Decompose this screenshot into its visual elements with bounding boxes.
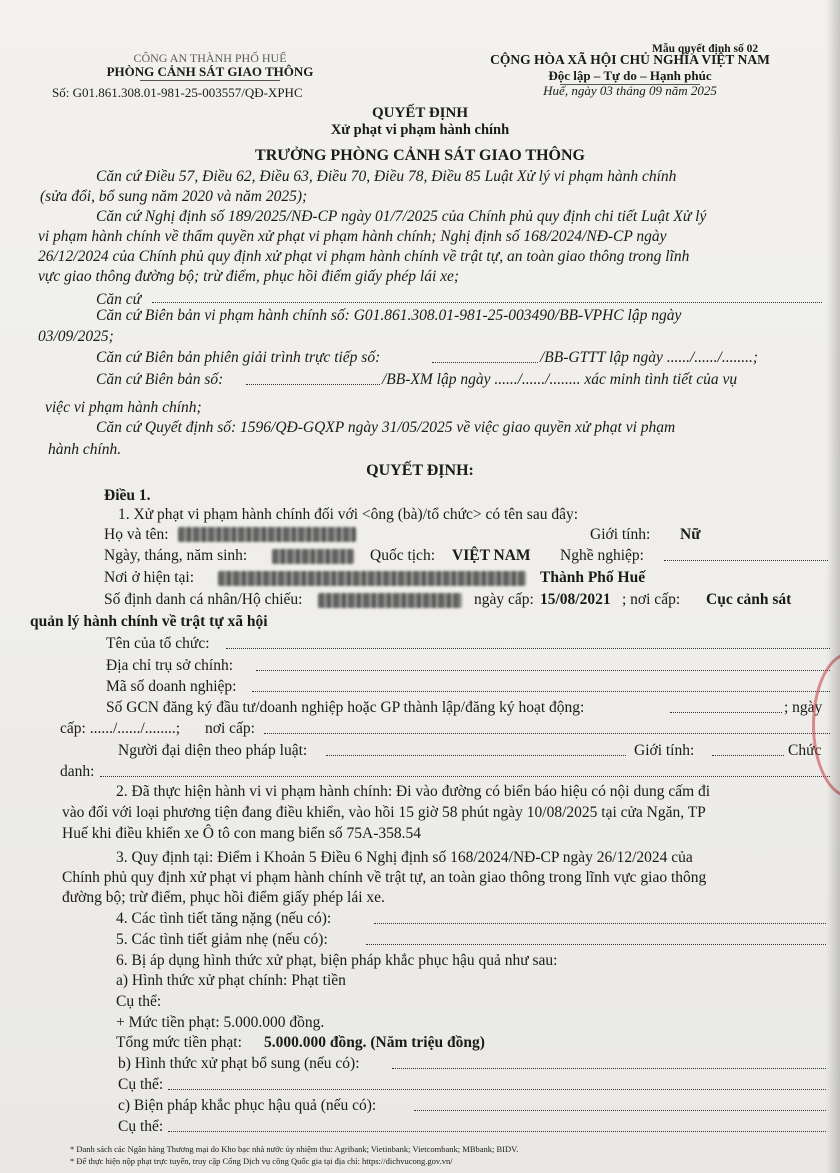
article-1-heading: Điều 1. xyxy=(104,487,151,504)
basis-line-4: vi phạm hành chính về thẩm quyền xử phạt vi phạm hành chính; Nghị định số 168/2024/NĐ-CP ngày xyxy=(38,228,667,245)
article-1-p6: 6. Bị áp dụng hình thức xử phạt, biện pháp khắc phục hậu quả như sau: xyxy=(116,952,558,969)
basis-line-2: (sửa đổi, bổ sung năm 2020 và năm 2025); xyxy=(40,188,308,205)
authority-title: TRƯỞNG PHÒNG CẢNH SÁT GIAO THÔNG xyxy=(255,147,585,164)
xm-blank xyxy=(246,384,380,385)
redacted-name xyxy=(178,527,356,542)
article-1-p3-l1: 3. Quy định tại: Điểm i Khoản 5 Điều 6 Nghị định số 168/2024/NĐ-CP ngày 26/12/2024 của xyxy=(116,849,693,866)
gttt-blank xyxy=(432,362,538,363)
issue-date-value: 15/08/2021 xyxy=(540,591,611,608)
redacted-dob xyxy=(272,549,354,564)
basis-line-6: vực giao thông đường bộ; trừ điểm, phục hồi điểm giấy phép lái xe; xyxy=(38,268,460,285)
gcn-label: Số GCN đăng ký đầu tư/doanh nghiệp hoặc GP thành lập/đăng ký hoạt động: xyxy=(106,699,585,716)
rep-gender-blank xyxy=(712,755,784,756)
rep-title-label-2: danh: xyxy=(60,763,95,780)
basis-line-10b: /BB-GTTT lập ngày ....../....../........; xyxy=(540,349,759,366)
agency-bottom: PHÒNG CẢNH SÁT GIAO THÔNG xyxy=(106,64,314,79)
issue-place-label: ; nơi cấp: xyxy=(622,591,681,608)
issue-date-label: ngày cấp: xyxy=(474,591,534,608)
org-address-blank xyxy=(256,670,830,671)
republic-title: CỘNG HÒA XÃ HỘI CHỦ NGHĨA VIỆT NAM xyxy=(490,52,770,67)
id-label: Số định danh cá nhân/Hộ chiếu: xyxy=(104,591,303,608)
total-fine-value: 5.000.000 đồng. (Năm triệu đồng) xyxy=(264,1034,485,1051)
agency-top: CÔNG AN THÀNH PHỐ HUẾ xyxy=(133,51,287,65)
article-1-p2-l3: Huế khi điều khiển xe Ô tô con mang biển số 75A-358.54 xyxy=(62,825,422,842)
footnote-banks: * Danh sách các Ngân hàng Thương mại do Kho bạc nhà nước ủy nhiệm thu: Agribank; Vietinbank; Vietcombank; MBbank; BIDV. xyxy=(70,1144,519,1154)
decision-title: QUYẾT ĐỊNH xyxy=(372,105,468,121)
article-1-p1: 1. Xử phạt vi phạm hành chính đối với <ông (bà)/tổ chức> có tên sau đây: xyxy=(118,506,579,523)
gender-value: Nữ xyxy=(680,526,701,543)
basis-line-8: Căn cứ Biên bản vi phạm hành chính số: G01.861.308.01-981-25-003490/BB-VPHC lập ngày xyxy=(96,307,682,324)
article-1-p6b: b) Hình thức xử phạt bổ sung (nếu có): xyxy=(118,1055,360,1072)
article-1-p5: 5. Các tình tiết giảm nhẹ (nếu có): xyxy=(116,931,328,948)
basis-line-7: Căn cứ xyxy=(96,291,142,308)
job-blank xyxy=(664,560,828,561)
article-1-p6a-detail: Cụ thể: xyxy=(116,993,162,1010)
gcn-issue-date: cấp: ....../....../........; xyxy=(60,720,181,737)
article-1-p6b-detail: Cụ thể: xyxy=(118,1076,164,1093)
rep-blank xyxy=(326,755,626,756)
org-address-label: Địa chỉ trụ sở chính: xyxy=(106,657,234,674)
basis-line-10a: Căn cứ Biên bản phiên giải trình trực tiếp số: xyxy=(96,349,381,366)
form-number: Mẫu quyết định số 02 xyxy=(652,43,759,55)
decision-heading: QUYẾT ĐỊNH: xyxy=(366,462,474,479)
redacted-id xyxy=(318,593,462,608)
basis-line-11a: Căn cứ Biên bản số: xyxy=(96,371,224,388)
article-1-p4: 4. Các tình tiết tăng nặng (nếu có): xyxy=(116,910,332,927)
p6c-detail-blank xyxy=(168,1131,826,1132)
rep-label: Người đại diện theo pháp luật: xyxy=(118,742,308,759)
article-1-p2-l1: 2. Đã thực hiện hành vi vi phạm hành chính: Đi vào đường có biển báo hiệu có nội dung cấm đi xyxy=(116,783,711,800)
p6b-detail-blank xyxy=(168,1089,826,1090)
article-1-p3-l2: Chính phủ quy định xử phạt vi phạm hành chính về trật tự, an toàn giao thông trong lĩnh vực giao thông xyxy=(62,869,707,886)
redacted-address xyxy=(218,571,526,586)
basis-line-11b: /BB-XM lập ngày ....../....../........ xác minh tình tiết của vụ xyxy=(382,371,738,388)
basis-line-3: Căn cứ Nghị định số 189/2025/NĐ-CP ngày 01/7/2025 của Chính phủ quy định chi tiết Luật Xử lý xyxy=(96,208,707,225)
place-date: Huế, ngày 03 tháng 09 năm 2025 xyxy=(543,83,717,98)
article-1-p6c: c) Biện pháp khắc phục hậu quả (nếu có): xyxy=(118,1097,377,1114)
tax-code-blank xyxy=(252,691,830,692)
p6c-blank xyxy=(414,1110,826,1111)
issue-place-value: Cục cảnh sát xyxy=(706,591,792,608)
basis-line-12: việc vi phạm hành chính; xyxy=(45,399,202,416)
rep-title-label: Chức xyxy=(788,742,822,759)
gcn-blank xyxy=(670,712,782,713)
gcn-issue-place-label: nơi cấp: xyxy=(205,720,255,737)
p6b-blank xyxy=(392,1068,826,1069)
agency-underline xyxy=(140,80,280,81)
p4-blank xyxy=(374,923,826,924)
org-name-blank xyxy=(226,648,830,649)
name-label: Họ và tên: xyxy=(104,526,169,543)
gcn-date-tail: ; ngày xyxy=(784,699,823,716)
article-1-p3-l3: đường bộ; trừ điểm, phục hồi điểm giấy phép lái xe. xyxy=(62,889,385,906)
tax-code-label: Mã số doanh nghiệp: xyxy=(106,678,237,695)
org-name-label: Tên của tổ chức: xyxy=(106,635,210,652)
nationality-value: VIỆT NAM xyxy=(452,547,531,564)
nationality-label: Quốc tịch: xyxy=(370,547,435,564)
decision-subtitle: Xử phạt vi phạm hành chính xyxy=(330,122,510,138)
job-label: Nghề nghiệp: xyxy=(560,547,644,564)
rep-gender-label: Giới tính: xyxy=(634,742,695,759)
basis-line-9: 03/09/2025; xyxy=(38,328,114,345)
document-number: Số: G01.861.308.01-981-25-003557/QĐ-XPHC xyxy=(52,85,303,100)
basis-line-13: Căn cứ Quyết định số: 1596/QĐ-GQXP ngày 31/05/2025 về việc giao quyền xử phạt vi phạm xyxy=(96,419,676,436)
footnote-online-payment: * Để thực hiện nộp phạt trực tuyến, truy cập Cổng Dịch vụ công Quốc gia tại địa chỉ: https://dichvucong.gov.vn/ xyxy=(70,1156,453,1166)
article-1-p2-l2: vào đối với loại phương tiện đang điều khiển, vào hồi 15 giờ 58 phút ngày 10/08/2025 tại cửa Ngăn, TP xyxy=(62,804,706,821)
rep-title-blank xyxy=(100,776,830,777)
article-1-p6a-fine: + Mức tiền phạt: 5.000.000 đồng. xyxy=(116,1014,325,1031)
basis-blank-line xyxy=(152,302,822,303)
residence-city: Thành Phố Huế xyxy=(540,569,646,586)
gender-label: Giới tính: xyxy=(590,526,651,543)
national-motto: Độc lập – Tự do – Hạnh phúc xyxy=(548,68,712,83)
gcn-issue-place-blank xyxy=(264,733,830,734)
page-shadow xyxy=(826,0,840,1173)
dob-label: Ngày, tháng, năm sinh: xyxy=(104,547,248,564)
p5-blank xyxy=(366,944,826,945)
basis-line-1: Căn cứ Điều 57, Điều 62, Điều 63, Điều 70, Điều 78, Điều 85 Luật Xử lý vi phạm hành chính xyxy=(96,168,677,185)
basis-line-14: hành chính. xyxy=(48,441,122,458)
basis-line-5: 26/12/2024 của Chính phủ quy định xử phạt vi phạm hành chính về trật tự, an toàn giao thông trong lĩnh xyxy=(38,248,690,265)
total-fine-label: Tổng mức tiền phạt: xyxy=(116,1034,242,1051)
issue-place-value-2: quản lý hành chính về trật tự xã hội xyxy=(30,613,268,630)
residence-label: Nơi ở hiện tại: xyxy=(104,569,195,586)
article-1-p6a: a) Hình thức xử phạt chính: Phạt tiền xyxy=(116,972,346,989)
article-1-p6c-detail: Cụ thể: xyxy=(118,1118,164,1135)
